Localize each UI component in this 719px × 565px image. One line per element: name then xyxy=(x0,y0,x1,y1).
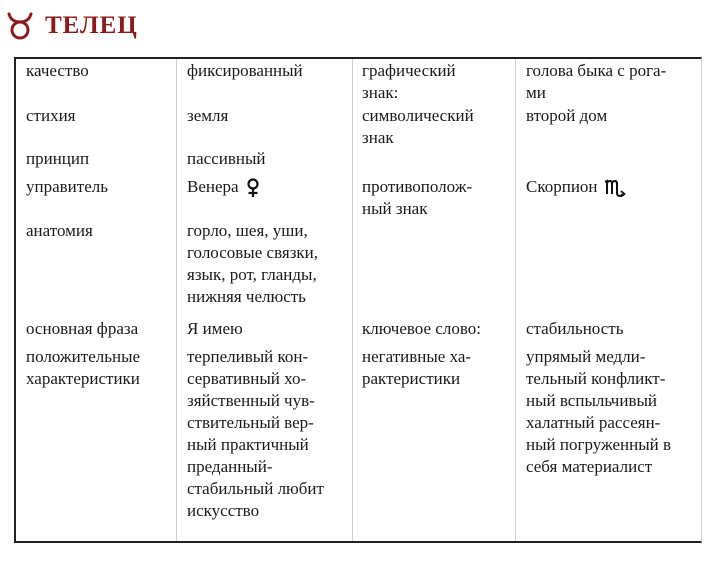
cell-text: знак xyxy=(362,128,394,147)
cell-text: упрямый медли- xyxy=(526,347,646,366)
cell-text: себя материалист xyxy=(526,457,653,476)
cell-text: земля xyxy=(187,106,229,125)
cell-text: голова быка с рога- xyxy=(526,61,667,80)
cell-text: ный знак xyxy=(362,199,428,218)
cell-text: ный вспыльчивый xyxy=(526,391,657,410)
cell-text: стихия xyxy=(26,106,76,125)
page-heading xyxy=(7,6,138,46)
property-value xyxy=(187,220,318,308)
secondary-label xyxy=(362,318,481,340)
column-divider xyxy=(515,59,516,541)
secondary-label xyxy=(362,105,474,149)
cell-text: ми xyxy=(526,83,546,102)
cell-text: искусство xyxy=(187,501,260,520)
cell-text: стабильный любит xyxy=(187,479,324,498)
property-value xyxy=(187,60,303,82)
cell-text: Скорпион xyxy=(526,176,626,198)
cell-text: положительные xyxy=(26,347,141,366)
cell-text: ключевое слово: xyxy=(362,319,481,338)
property-value xyxy=(187,148,265,170)
cell-text: противополож- xyxy=(362,177,473,196)
page-title: ТЕЛЕЦ xyxy=(45,12,138,39)
property-value xyxy=(187,346,324,522)
properties-table xyxy=(14,57,702,543)
cell-text: голосовые связки, xyxy=(187,243,319,262)
cell-text: Я имею xyxy=(187,319,243,338)
secondary-value xyxy=(526,176,626,198)
cell-text: характеристики xyxy=(26,369,140,388)
venus-icon xyxy=(245,178,261,198)
cell-text: горло, шея, уши, xyxy=(187,221,308,240)
cell-text: сервативный хо- xyxy=(187,369,307,388)
cell-text: знак: xyxy=(362,83,399,102)
cell-text: негативные ха- xyxy=(362,347,472,366)
property-label xyxy=(26,220,93,242)
cell-text: основная фраза xyxy=(26,319,139,338)
secondary-value xyxy=(526,346,671,478)
cell-text: ствительный вер- xyxy=(187,413,314,432)
cell-text: ный практичный xyxy=(187,435,309,454)
secondary-label xyxy=(362,176,472,220)
secondary-label xyxy=(362,60,456,104)
cell-text: пассивный xyxy=(187,149,266,168)
property-value xyxy=(187,176,261,198)
property-label xyxy=(26,148,89,170)
property-label xyxy=(26,60,89,82)
secondary-value xyxy=(526,318,623,340)
cell-text: нижняя челюсть xyxy=(187,287,306,306)
property-label xyxy=(26,318,138,340)
cell-text: терпеливый кон- xyxy=(187,347,309,366)
column-divider xyxy=(176,59,177,541)
cell-text: стабильность xyxy=(526,319,624,338)
cell-text: рактеристики xyxy=(362,369,461,388)
cell-text: графический xyxy=(362,61,456,80)
cell-text: качество xyxy=(26,61,89,80)
property-label xyxy=(26,176,108,198)
cell-text: тельный конфликт- xyxy=(526,369,666,388)
secondary-label xyxy=(362,346,471,390)
cell-text: язык, рот, гланды, xyxy=(187,265,317,284)
cell-text: управитель xyxy=(26,177,108,196)
cell-text: второй дом xyxy=(526,106,608,125)
cell-text: зяйственный чув- xyxy=(187,391,315,410)
secondary-value xyxy=(526,105,607,127)
cell-text: ный погруженный в xyxy=(526,435,672,454)
scorpio-icon xyxy=(604,178,626,198)
cell-text: Венера xyxy=(187,176,261,198)
property-value xyxy=(187,318,243,340)
property-label xyxy=(26,346,140,390)
secondary-value xyxy=(526,60,666,104)
cell-text: символический xyxy=(362,106,474,125)
cell-text: анатомия xyxy=(26,221,93,240)
cell-text: халатный рассеян- xyxy=(526,413,661,432)
property-value xyxy=(187,105,228,127)
taurus-icon xyxy=(7,11,33,41)
cell-text: фиксированный xyxy=(187,61,303,80)
property-label xyxy=(26,105,76,127)
column-divider xyxy=(352,59,353,541)
cell-text: принцип xyxy=(26,149,90,168)
cell-text: преданный- xyxy=(187,457,273,476)
